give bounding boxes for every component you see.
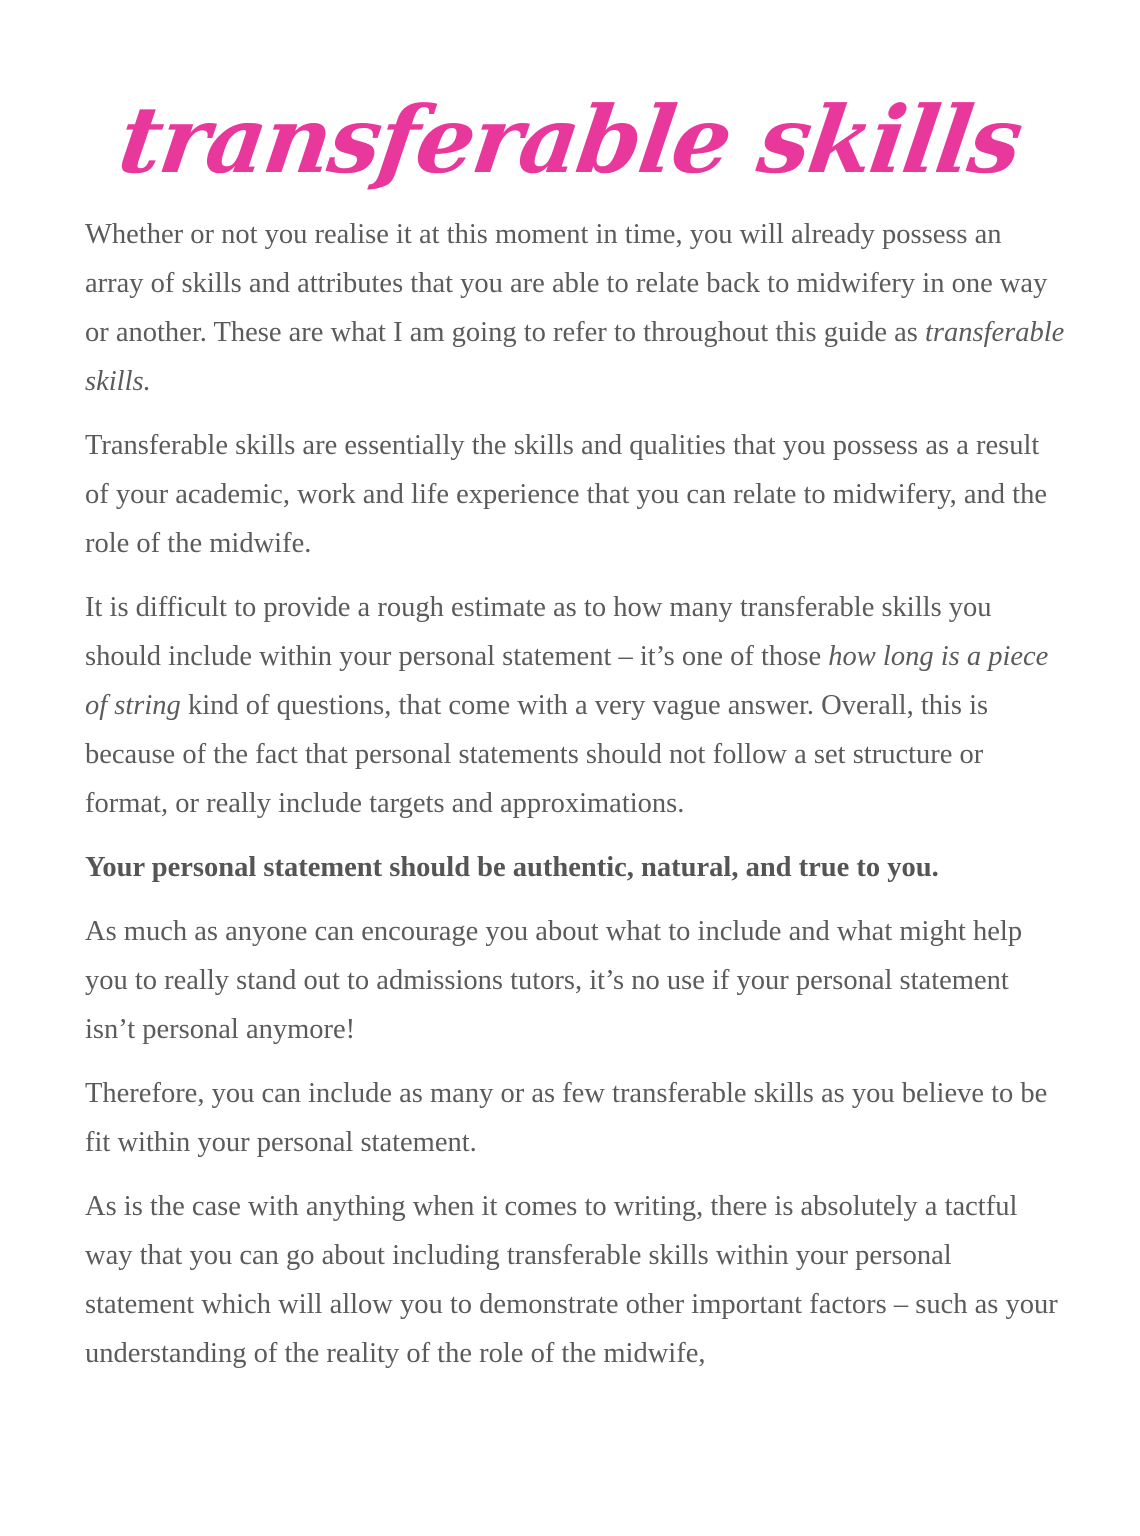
page-title: transferable skills — [112, 86, 1028, 194]
paragraph-intro — [85, 210, 1065, 406]
paragraph-estimate — [85, 583, 1065, 828]
paragraph-tactful: As is the case with anything when it comes to writing, there is absolutely a tactful way that you can go about including transferable skills within your personal statement which will allow you to demonstrate other important factors – such as your understanding of the reality of the role of the midwife, — [85, 1191, 1058, 1369]
paragraph-encouragement: As much as anyone can encourage you about what to include and what might help you to really stand out to admissions tutors, it’s no use if your personal statement isn’t personal anymore! — [85, 916, 1023, 1045]
paragraph-text: Whether or not you realise it at this moment in time, you will already possess an array of skills and attributes that you are able to relate back to midwifery in one way or another. These are what I am going to refer to throughout this guide as — [85, 219, 1048, 348]
emphasis-text: how long is a piece of string — [85, 641, 1049, 721]
paragraph-bold-statement: Your personal statement should be authentic, natural, and true to you. — [85, 852, 939, 883]
paragraph-definition: Transferable skills are essentially the skills and qualities that you possess as a result of your academic, work and life experience that you can relate to midwifery, and the role of the midwife. — [85, 430, 1047, 559]
paragraph-text: kind of questions, that come with a very vague answer. Overall, this is because of the fact that personal statements should not follow a set structure or format, or really include targets and approximations. — [85, 690, 989, 819]
document-body — [85, 210, 1065, 1393]
emphasis-text: transferable skills. — [85, 317, 1065, 397]
paragraph-text: It is difficult to provide a rough estimate as to how many transferable skills you should include within your personal statement – it’s one of those — [85, 592, 992, 672]
paragraph-therefore: Therefore, you can include as many or as few transferable skills as you believe to be fit within your personal statement. — [85, 1078, 1048, 1158]
